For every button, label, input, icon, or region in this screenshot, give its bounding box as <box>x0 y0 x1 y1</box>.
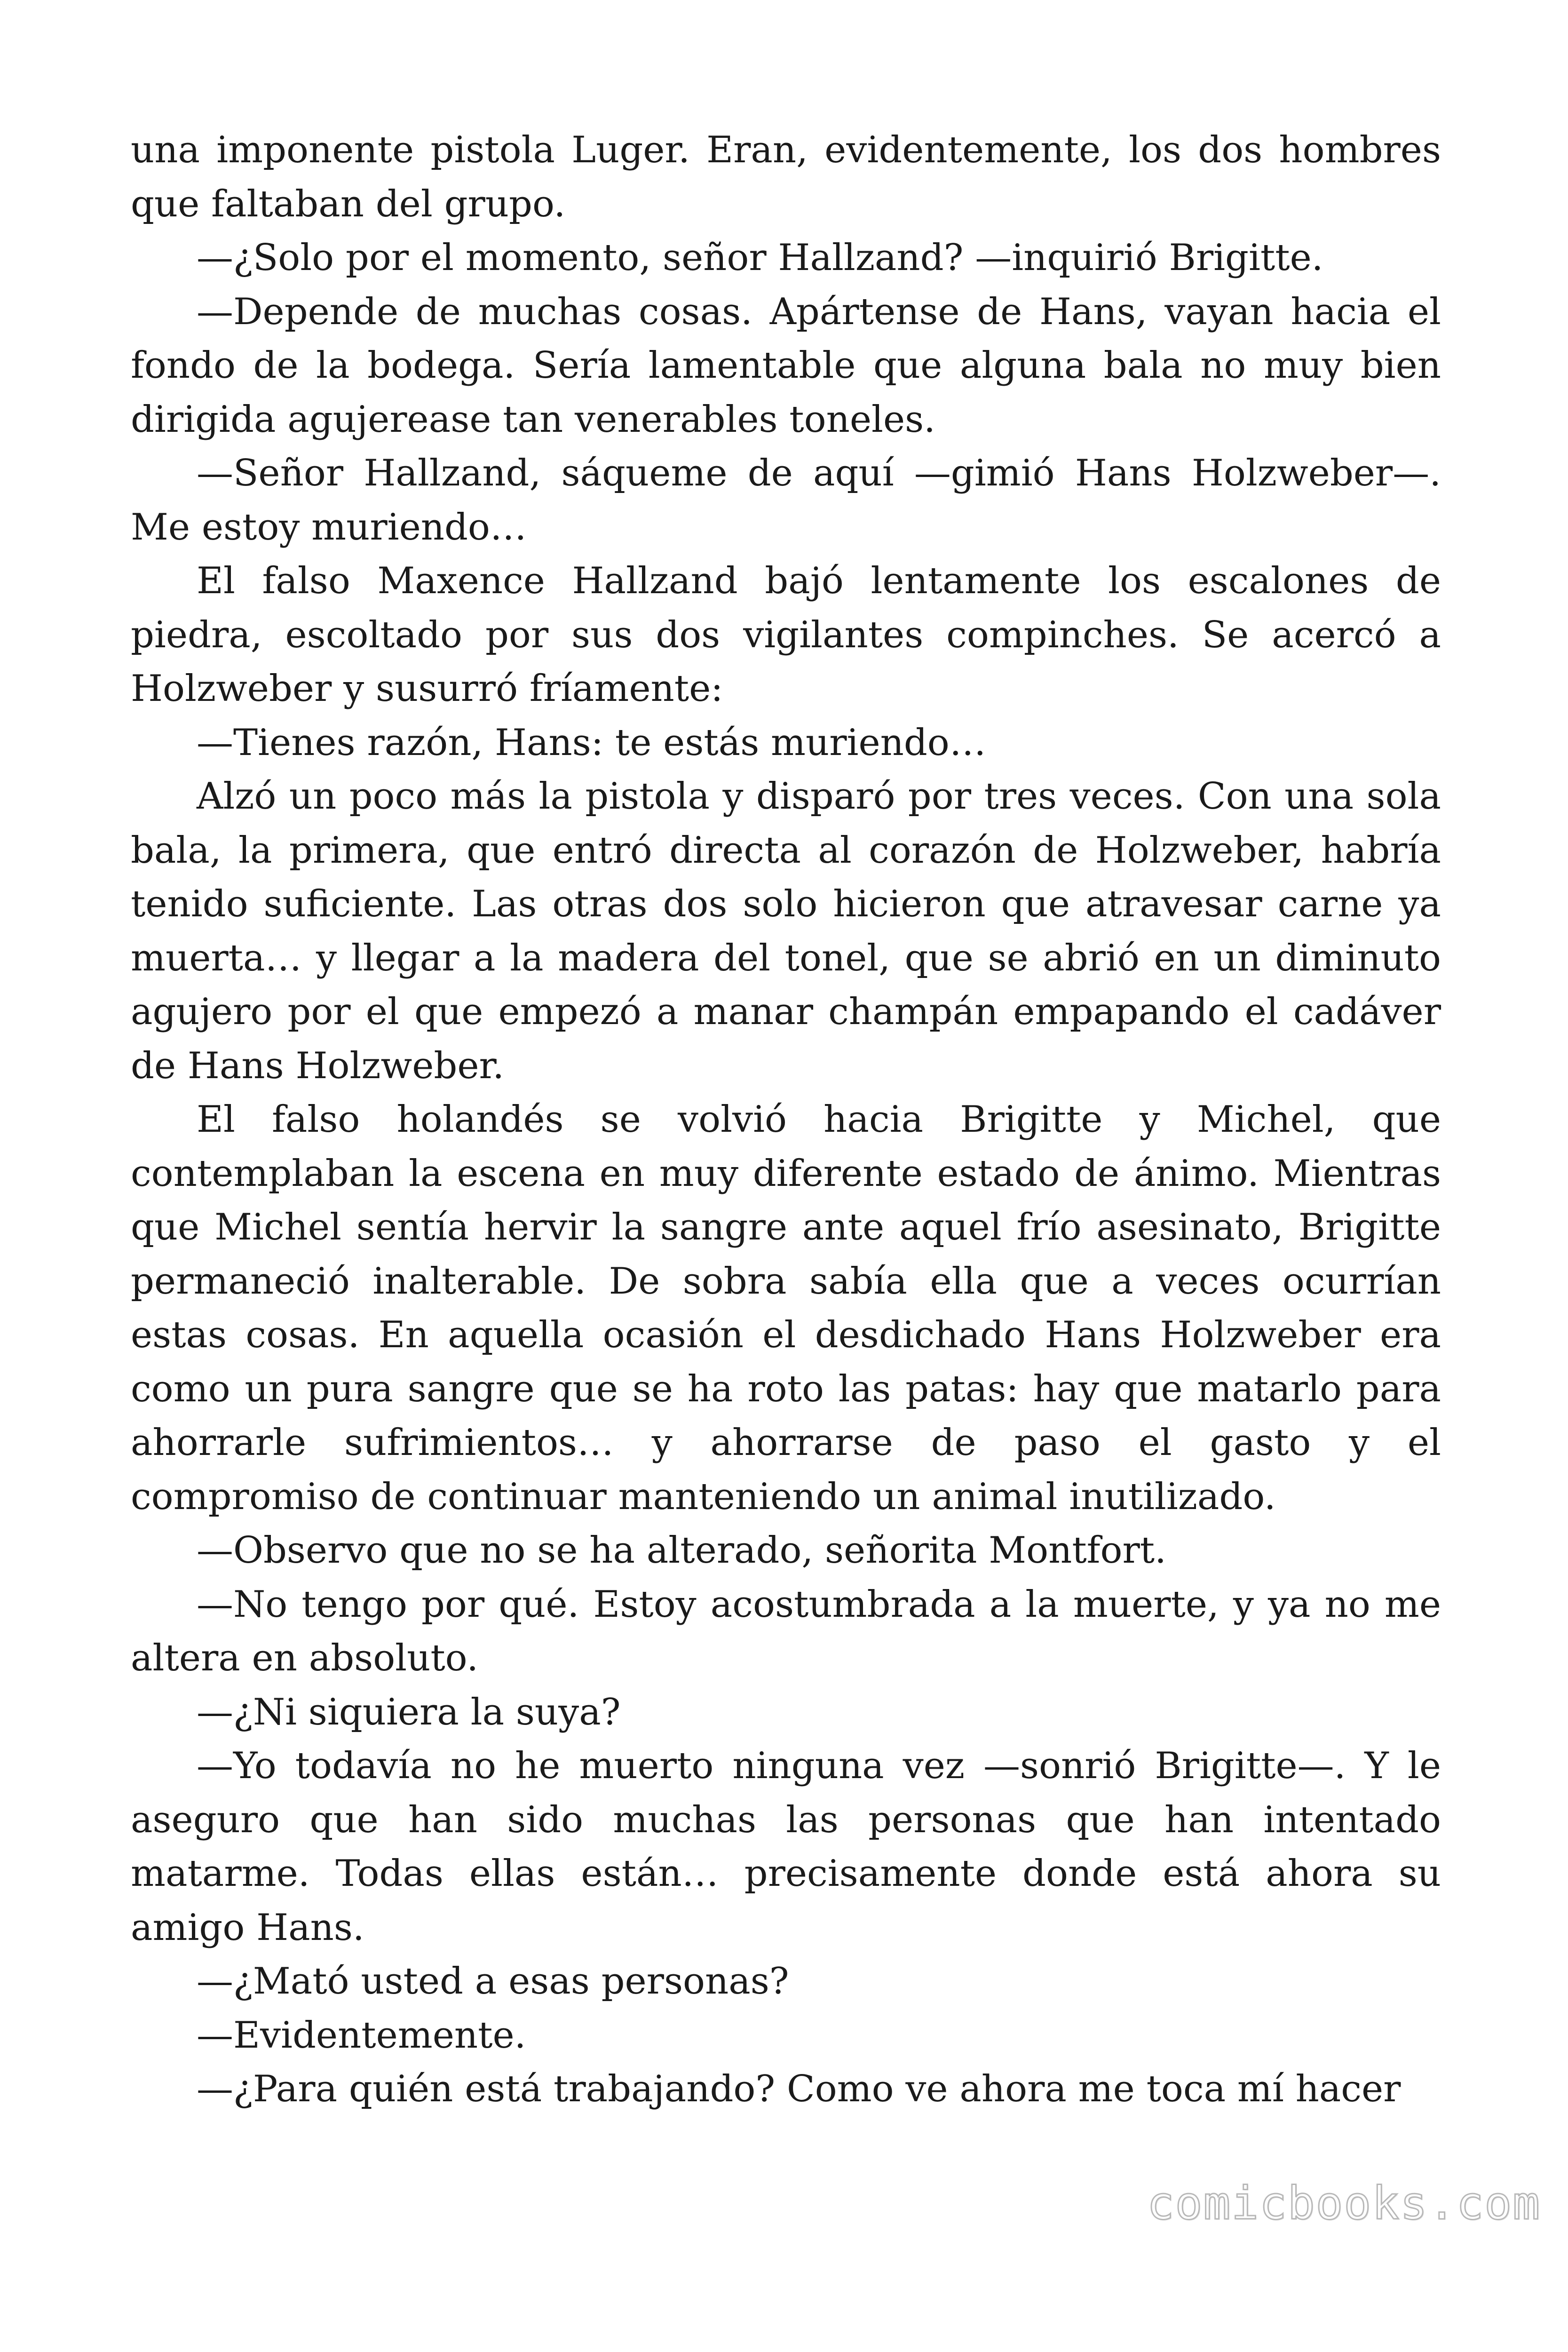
paragraph-2: —¿Solo por el momento, señor Hallzand? —inquirió Brigitte. <box>197 237 1323 279</box>
paragraph-13: —¿Mató usted a esas personas? <box>197 1960 789 2002</box>
paragraph-8: El falso holandés se volvió hacia Brigitte y Michel, que contemplaban la escena en muy diferente estado de ánimo. Mientras que Michel sentía hervir la sangre ante aquel frío asesinato, Brigitte permaneció inalterable. De sobra sabía ella que a veces ocurrían estas cosas. En aquella ocasión el desdichado Hans Holzweber era como un pura sangre que se ha roto las patas: hay que matarlo para ahorrarle sufrimientos… y ahorrarse de paso el gasto y el compromiso de continuar manteniendo un animal inutilizado. <box>131 1098 1441 1518</box>
watermark: comicbooks.com <box>1147 2177 1541 2230</box>
paragraph-5: El falso Maxence Hallzand bajó lentamente los escalones de piedra, escoltado por sus dos vigilantes compinches. Se acercó a Holzweber y susurró fríamente: <box>131 560 1441 710</box>
paragraph-14: —Evidentemente. <box>197 2014 526 2057</box>
paragraph-6: —Tienes razón, Hans: te estás muriendo… <box>197 721 986 764</box>
paragraph-12: —Yo todavía no he muerto ninguna vez —sonrió Brigitte—. Y le aseguro que han sido muchas las personas que han intentado matarme. Todas ellas están… precisamente donde está ahora su amigo Hans. <box>131 1745 1441 1949</box>
paragraph-1: una imponente pistola Luger. Eran, evidentemente, los dos hombres que faltaban del grupo. <box>131 129 1441 225</box>
paragraph-10: —No tengo por qué. Estoy acostumbrada a la muerte, y ya no me altera en absoluto. <box>131 1583 1441 1679</box>
paragraph-15: —¿Para quién está trabajando? Como ve ahora me toca mí hacer <box>197 2068 1401 2110</box>
paragraph-3: —Depende de muchas cosas. Apártense de Hans, vayan hacia el fondo de la bodega. Sería lamentable que alguna bala no muy bien dirigida agujerease tan venerables toneles. <box>131 290 1441 441</box>
book-page-text <box>131 123 1441 2116</box>
paragraph-7: Alzó un poco más la pistola y disparó por tres veces. Con una sola bala, la primera, que entró directa al corazón de Holzweber, habría tenido suficiente. Las otras dos solo hicieron que atravesar carne ya muerta… y llegar a la madera del tonel, que se abrió en un diminuto agujero por el que empezó a manar champán empapando el cadáver de Hans Holzweber. <box>131 775 1441 1087</box>
paragraph-9: —Observo que no se ha alterado, señorita Montfort. <box>197 1529 1166 1572</box>
paragraph-4: —Señor Hallzand, sáqueme de aquí —gimió Hans Holzweber—. Me estoy muriendo… <box>131 452 1441 548</box>
paragraph-11: —¿Ni siquiera la suya? <box>197 1691 621 1733</box>
